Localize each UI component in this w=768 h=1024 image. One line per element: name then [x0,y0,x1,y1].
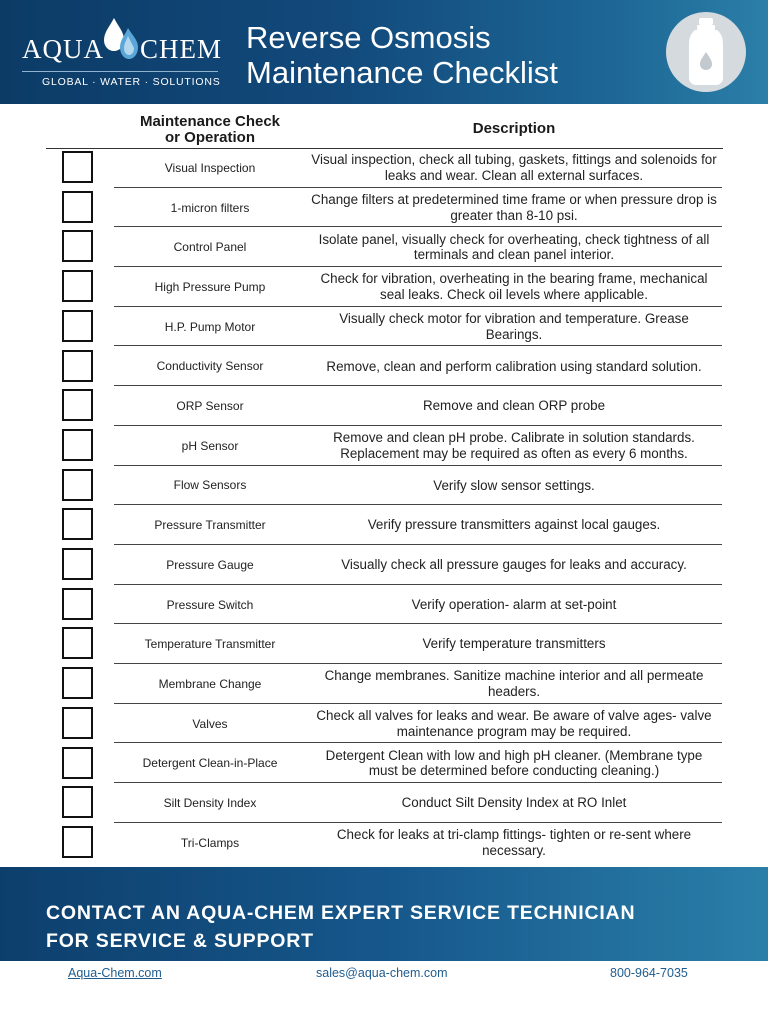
description-cell: Visually check motor for vibration and temperature. Grease Bearings. [339,311,689,342]
operation-cell: Visual Inspection [164,160,256,175]
table-row [0,148,768,188]
operation-cell: pH Sensor [181,438,239,453]
description-cell: Verify slow sensor settings. [433,477,595,493]
description-cell: Remove and clean ORP probe [422,398,606,414]
description-cell: Detergent Clean with low and high pH cleaner. (Membrane type must be determined before conducting cleaning.) [325,747,703,779]
description-cell: Conduct Silt Density Index at RO Inlet [401,795,627,811]
checkbox[interactable] [62,747,93,779]
checkbox[interactable] [62,667,93,699]
description-cell: Verify pressure transmitters against local gauges. [367,517,661,533]
table-row [0,466,768,506]
cta-line-2: FOR SERVICE & SUPPORT [46,930,314,952]
checkbox[interactable] [62,627,93,659]
description-cell: Visually check all pressure gauges for leaks and accuracy. [341,557,687,573]
table-row [0,664,768,704]
checkbox[interactable] [62,350,93,382]
table-row [0,704,768,744]
table-row [0,505,768,545]
table-row [0,823,768,863]
operation-cell: Membrane Change [158,676,262,691]
column-header-check-line-2: or Operation [164,129,255,146]
column-header-description: Description [472,120,556,137]
operation-cell: Conductivity Sensor [156,359,264,374]
description-cell: Check for vibration, overheating in the bearing frame, mechanical seal leaks. Check oil levels where applicable. [320,271,708,302]
description-cell: Verify operation- alarm at set-point [411,596,617,612]
operation-cell: Control Panel [173,240,247,255]
checkbox[interactable] [62,389,93,421]
table-row [0,267,768,307]
logo-divider [22,71,218,72]
aqua-chem-logo [22,14,222,94]
checkbox[interactable] [62,230,93,262]
contact-call-to-action [46,899,635,955]
description-cell: Remove, clean and perform calibration using standard solution. [326,358,702,374]
column-header-check-line-1: Maintenance Check [139,113,281,130]
page-title [246,20,558,90]
checkbox[interactable] [62,707,93,739]
table-row [0,426,768,466]
operation-cell: ORP Sensor [176,399,244,414]
description-cell: Remove and clean pH probe. Calibrate in solution standards. Replacement may be required as often as every 6 months. [333,430,695,461]
operation-cell: Pressure Switch [166,597,254,612]
checkbox[interactable] [62,469,93,501]
contact-info [0,966,768,988]
cta-line-1: CONTACT AN AQUA-CHEM EXPERT SERVICE TECHNICIAN [46,902,636,924]
checkbox[interactable] [62,310,93,342]
operation-cell: High Pressure Pump [154,279,266,294]
checkbox[interactable] [62,548,93,580]
phone-number[interactable]: 800-964-7035 [610,966,688,980]
description-cell: Check for leaks at tri-clamp fittings- tighten or re-sent where necessary. [336,827,692,858]
checkbox[interactable] [62,191,93,223]
email-link[interactable]: sales@aqua-chem.com [316,966,448,980]
operation-cell: Pressure Transmitter [154,518,266,533]
title-line-1: Reverse Osmosis [246,20,491,55]
checkbox[interactable] [62,429,93,461]
checkbox[interactable] [62,270,93,302]
logo-word-chem: CHEM [140,34,223,64]
description-cell: Isolate panel, visually check for overheating, check tightness of all terminals and clean panel interior. [318,231,710,263]
table-row [0,545,768,585]
column-header-check [118,114,302,146]
description-cell: Change membranes. Sanitize machine interior and all permeate headers. [324,668,704,699]
checkbox[interactable] [62,151,93,183]
water-drops-icon [102,14,140,68]
logo-word-aqua: AQUA [22,34,104,64]
checkbox[interactable] [62,508,93,540]
description-cell: Change filters at predetermined time frame or when pressure drop is greater than 8-10 psi. [311,192,717,223]
table-row [0,307,768,347]
title-line-2: Maintenance Checklist [246,55,558,90]
description-cell: Visual inspection, check all tubing, gaskets, fittings and solenoids for leaks and wear. Clean all external surfaces. [311,152,717,183]
description-cell: Verify temperature transmitters [422,636,606,652]
table-row [0,585,768,625]
operation-cell: Valves [192,716,228,731]
table-row [0,227,768,267]
header-banner [0,0,768,104]
table-row [0,624,768,664]
operation-cell: Temperature Transmitter [144,637,276,652]
operation-cell: Silt Density Index [163,796,257,811]
logo-tagline: GLOBAL · WATER · SOLUTIONS [42,76,221,88]
table-row [0,347,768,387]
water-bottle-icon [666,12,746,92]
table-row [0,188,768,228]
operation-cell: Tri-Clamps [180,835,240,850]
operation-cell: Detergent Clean-in-Place [142,756,278,771]
table-row [0,386,768,426]
table-row [0,744,768,784]
operation-cell: Pressure Gauge [166,557,254,572]
operation-cell: Flow Sensors [173,478,247,493]
checkbox[interactable] [62,786,93,818]
operation-cell: H.P. Pump Motor [164,319,256,334]
table-row [0,783,768,823]
operation-cell: 1-micron filters [170,200,250,215]
checkbox[interactable] [62,826,93,858]
checkbox[interactable] [62,588,93,620]
website-link[interactable]: Aqua-Chem.com [68,966,162,980]
description-cell: Check all valves for leaks and wear. Be aware of valve ages- valve maintenance program may be required. [316,708,712,739]
